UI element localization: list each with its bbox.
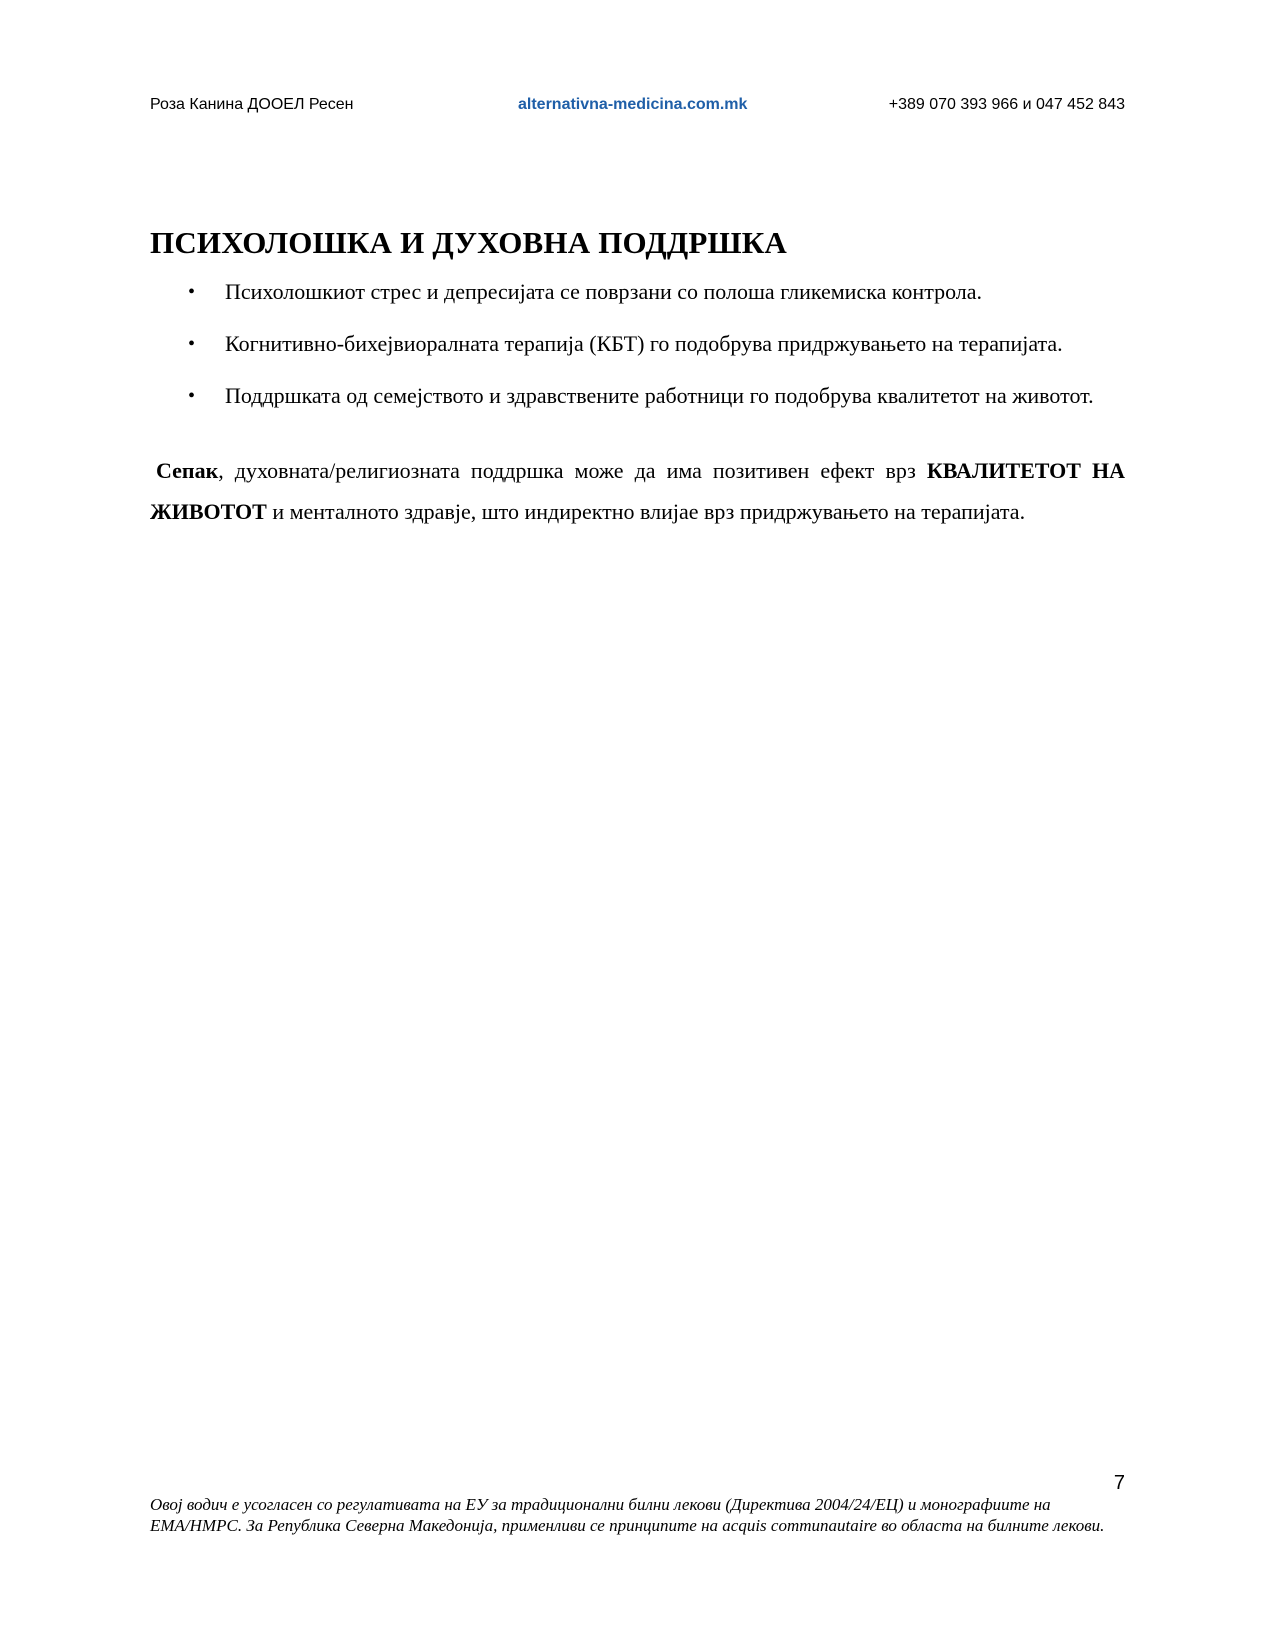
paragraph-emphasis-bold: КВАЛИТЕТОТ НА ЖИВОТОТ bbox=[150, 458, 1125, 524]
bullet-icon: • bbox=[188, 281, 196, 303]
list-item bbox=[150, 376, 1125, 416]
bullet-icon: • bbox=[188, 333, 196, 355]
paragraph-lead-bold: Сепак bbox=[156, 458, 219, 483]
bullet-list bbox=[150, 272, 1125, 416]
header-phone-numbers: +389 070 393 966 и 047 452 843 bbox=[888, 96, 1125, 113]
bullet-icon: • bbox=[188, 385, 196, 407]
paragraph-text-part2: и менталното здравје, што индиректно влијае врз придржувањето на терапијата. bbox=[266, 499, 1026, 524]
list-item-text: Поддршката од семејството и здравствените работници го подобрува квалитетот на животот. bbox=[225, 383, 1094, 408]
main-content bbox=[150, 222, 1125, 532]
section-title: ПСИХОЛОШКА И ДУХОВНА ПОДДРШКА bbox=[150, 225, 788, 260]
page-header bbox=[150, 96, 1125, 120]
page-number: 7 bbox=[1113, 1472, 1125, 1494]
paragraph-text-part1: , духовната/религиозната поддршка може да има позитивен ефект врз bbox=[218, 458, 927, 483]
list-item bbox=[150, 272, 1125, 312]
footer-note: Овој водич е усогласен со регулативата на ЕУ за традиционални билни лекови (Директива 2004/24/ЕЦ) и монографиите на ЕМА/HMPC. За Република Северна Македонија, применливи се принципите на acquis communautaire во областа на билните лекови. bbox=[150, 1495, 1105, 1535]
list-item-text: Психолошкиот стрес и депресијата се поврзани со полоша гликемиска контрола. bbox=[225, 279, 983, 304]
header-website-link[interactable]: alternativna-medicina.com.mk bbox=[518, 96, 748, 113]
list-item bbox=[150, 324, 1125, 364]
header-company-name: Роза Канина ДООЕЛ Ресен bbox=[150, 96, 354, 113]
list-item-text: Когнитивно-бихејвиоралната терапија (КБТ) го подобрува придржувањето на терапијата. bbox=[225, 331, 1063, 356]
body-paragraph bbox=[150, 450, 1125, 532]
